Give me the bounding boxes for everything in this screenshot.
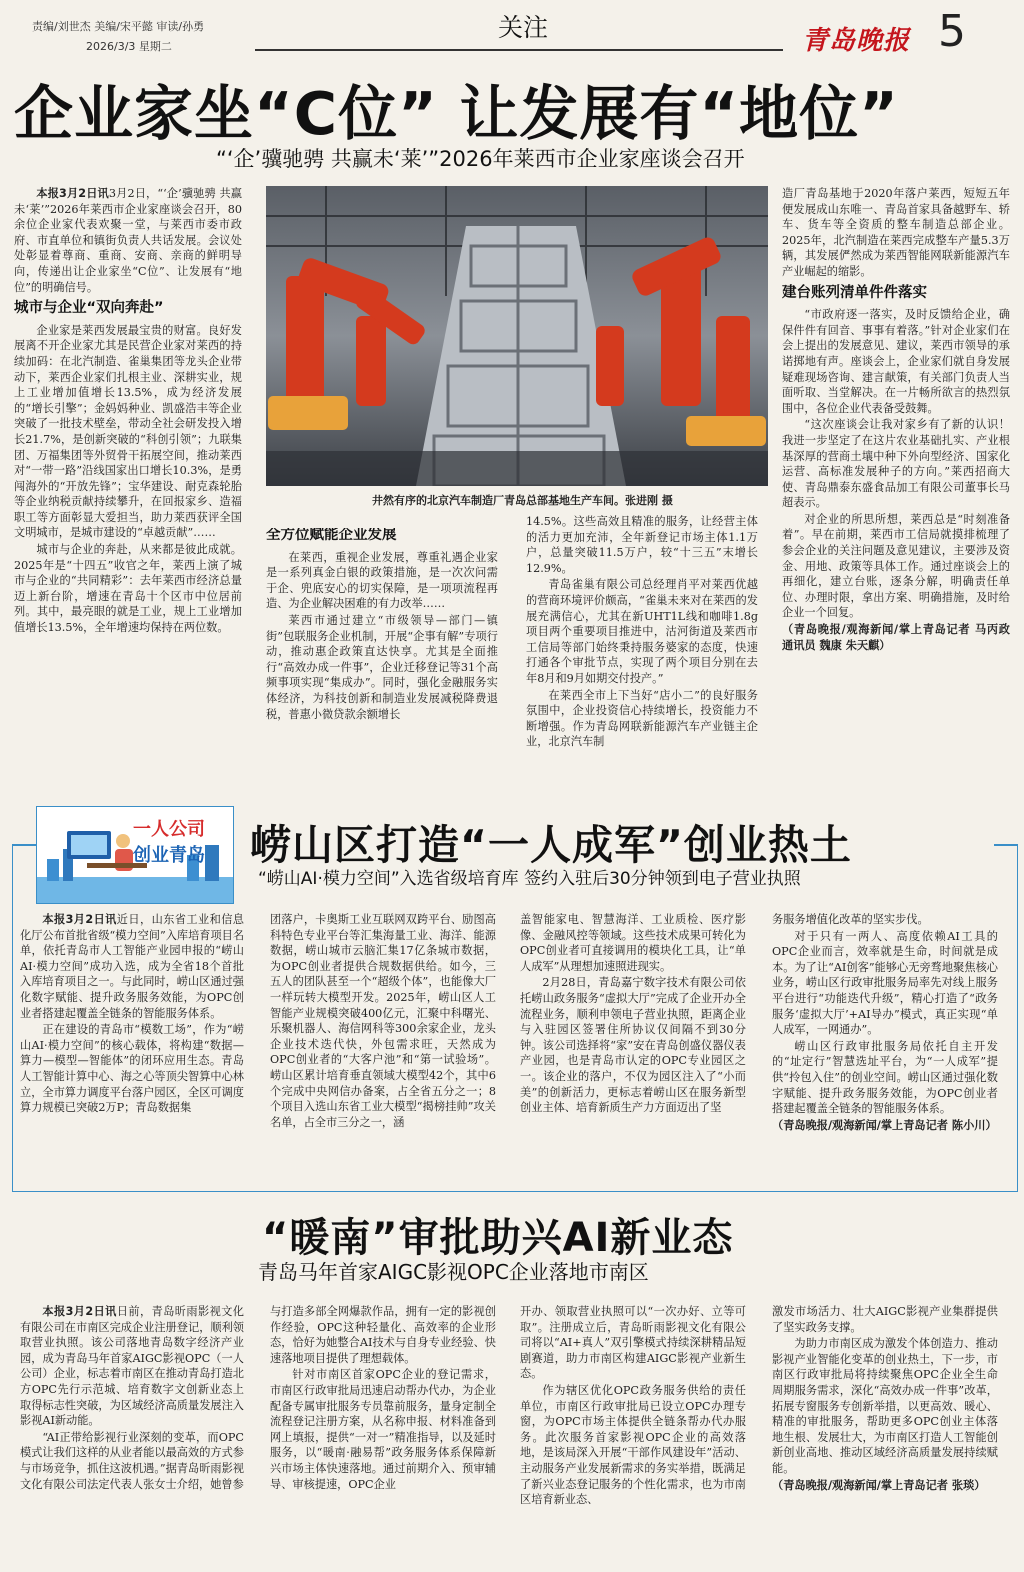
story1-subhead-3: 建台账列清单件件落实 xyxy=(782,284,927,301)
story3-column-2: 与打造多部全网爆款作品，拥有一定的影视创作经验，OPC这种轻量化、高效率的企业形态，恰好为她整合AI技术与自身专业经验、快速落地项目提供了理想载体。 针对市南区首家OPC企业的登记需求，市南区行政审批局迅速启动帮办代办，为企业配备专属审批服务专员靠前服务，量身定制全流程登记注册方案，从名称申报、材料准备到网上填报，提供“一对一”精准指导，以及延时服务，以“暖南·融易帮”政务服务体系保障新兴市场主体快速落地。通过前期介入、预审辅导、审核提速，OPC企业 xyxy=(270,1305,496,1491)
dateline: 本报3月2日讯 xyxy=(42,913,117,926)
story3-headline: “暖南”审批助兴AI新业态 xyxy=(262,1215,734,1261)
story3-column-1: 本报3月2日讯日前，青岛昕雨影视文化有限公司在市南区完成企业注册登记，顺利领取营业执照。该公司落地青岛数字经济产业园，成为青岛马年首家AIGC影视OPC（一人公司）企业，标志着市南区在推动青岛打造北方OPC先行示范城、培育数字文创新业态上取得标志性突破，为区域经济高质量发展注入影视AI新动能。 “AI正带给影视行业深刻的变革，而OPC模式让我们这样的从业者能以最高效的方式参与市场竞争，抓住这波机遇。”据青岛昕雨影视文化有限公司法定代表人张女士介绍，她曾参 xyxy=(20,1305,244,1491)
dateline: 本报3月2日讯 xyxy=(36,187,109,200)
feature-box-top-right xyxy=(994,844,1018,846)
story1-column-4: 造厂青岛基地于2020年落户莱西，短短五年便发展成山东唯一、青岛首家具备越野车、轿车、货车等全资质的整车制造总部企业。2025年，北汽制造在莱西完成整车产量5.3万辆，其发展俨然成为莱西智能网联新能源汽车产业崛起的缩影。 建台账列清单件件落实 “市政府逐一落实，及时反馈给企业，确保件件有回音、事事有着落。”针对企业家们在会上提出的发展意见、建议，莱西市领导的承诺掷地有声。座谈会上，企业家们就自身发展疑难现场咨询、建言献策，有关部门负责人当面听取、当堂解决。在一片畅所欲言的热烈氛围中，各位企业代表备受鼓舞。 “这次座谈会让我对家乡有了新的认识！我进一步坚定了在这片农业基础扎实、产业根基深厚的营商土壤中种下外向型经济、国家化运营、高标准发展种子的方向。”莱西招商大使、青岛鼎泰东盛食品加工有限公司董事长马超表示。 对企业的所思所想，莱西总是“时刻准备着”。早在前期，莱西市工信局就摸排梳理了参会企业的关注问题及意见建议，主要涉及资金、用地、政策等具体工作。通过座谈会上的再细化，建立台账，逐条分解，明确责任单位、办理时限，拿出方案、明确措施，及时给企业一个回复。 （青岛晚报/观海新闻/掌上青岛记者 马丙政 通讯员 魏康 朱天麒） xyxy=(782,187,1010,652)
column-logo-line1: 一人公司 xyxy=(133,819,205,840)
story2-column-3: 盖智能家电、智慧海洋、工业质检、医疗影像、金融风控等领域。这些技术成果可转化为OPC创业者可直接调用的模块化工具，让“单人成军”从理想加速照进现实。 2月28日，青岛嘉宁数字技术有限公司依托崂山政务服务“虚拟大厅”完成了企业开办全流程业务，顺利申领电子营业执照，距离企业与入驻园区签署住所协议仅间隔不到30分钟。该公司选择将“家”安在青岛创盛仪器仪表产业园，也是青岛市认定的OPC专业园区之一。该企业的落户，不仅为园区注入了“小而美”的创新活力，更标志着崂山区在服务新型创业主体、培育新质生产力方面迈出了坚 xyxy=(520,913,746,1115)
story1-column-1: 本报3月2日讯3月2日，“‘企’骥驰骋 共赢未‘莱’”2026年莱西市企业家座谈会召开，80余位企业家代表欢聚一堂，与莱西市委市政府、市直单位和镇街负责人共话发展。会议处处彰显着尊商、重商、安商、亲商的鲜明导向，传递出让企业家坐“C位”、让发展有“地位”的明确信号。 城市与企业“双向奔赴” 企业家是莱西发展最宝贵的财富。良好发展离不开企业家尤其是民营企业家对莱西的持续加码：在北汽制造、雀巢集团等龙头企业带动下，莱西企业家们扎根主业、深耕实业，规上工业增加值增长13.5%，成为经济发展的“增长引擎”；金妈妈种业、凯盛浩丰等企业突破了一批技术壁垒，带动全社会研发投入增长21.7%，是创新突破的“科创引领”；九联集团、万福集团等外贸骨干拓展空间，推动莱西对“一带一路”沿线国家出口增长10.3%，是勇闯海外的“开放先锋”；宝华建设、耐克森轮胎等企业纳税贡献持续攀升，在回报家乡、造福职工等方面彰显大爱担当，助力莱西获评全国文明城市，是城市建设的“卓越贡献”…… 城市与企业的奔赴，从来都是彼此成就。2025年是“十四五”收官之年，莱西上演了城市与企业的“共同精彩”：去年莱西市经济总量迈上新台阶，增速在青岛十个区市中位居前列。其中，最亮眼的就是工业，规上工业增加值增长13.5%，全年增速均保持在两位数。 xyxy=(14,187,242,635)
dateline: 本报3月2日讯 xyxy=(42,1305,117,1318)
story2-headline: 崂山区打造“一人成军”创业热土 xyxy=(250,821,852,869)
story2-column-4: 务服务增值化改革的坚实步伐。 对于只有一两人、高度依赖AI工具的OPC企业而言，效率就是生命，时间就是成本。为了让“AI创客”能够心无旁骛地聚焦核心业务，崂山区行政审批服务局率先对线上服务平台进行“功能迭代升级”，精心打造了“政务服务‘虚拟大厅’+AI导办”模式，真正实现“单人成军，一网通办”。 崂山区行政审批服务局依托自主开发的“址定行”智慧选址平台，为“一人成军”提供“拎包入住”的创业空间。崂山区通过强化数字赋能、提升政务服务效能，为OPC创业者搭建起覆盖全链条的智能服务体系。 （青岛晚报/观海新闻/掌上青岛记者 陈小川） xyxy=(772,913,998,1132)
paper-logo: 青岛晚报 xyxy=(802,26,911,56)
story1-headline: 企业家坐“C位” 让发展有“地位” xyxy=(14,79,899,148)
story3-credit: （青岛晚报/观海新闻/掌上青岛记者 张琰） xyxy=(772,1478,986,1492)
story1-subhead-2: 全方位赋能企业发展 xyxy=(266,528,397,543)
story3-column-3: 开办、领取营业执照可以“一次办好、立等可取”。注册成立后，青岛昕雨影视文化有限公司将以“AI+真人”双引擎模式持续深耕精品短剧赛道，助力市南区构建AIGC影视产业新生态。 作为辖区优化OPC政务服务供给的责任单位，市南区行政审批局已设立OPC办理专窗，为OPC市场主体提供全链条帮办代办服务。此次服务首家影视OPC企业的高效落地，是该局深入开展“干部作风建设年”活动、主动服务产业发展新需求的务实举措，既满足了新兴业态登记服务的个性化需求，也为市南区培育新业态、 xyxy=(520,1305,746,1507)
section-name: 关注 xyxy=(498,13,549,42)
factory-photo-illustration xyxy=(266,186,768,486)
story1-photo xyxy=(266,186,768,486)
photo-caption: 井然有序的北京汽车制造厂青岛总部基地生产车间。张进刚 摄 xyxy=(372,494,673,507)
issue-date: 2026/3/3 星期二 xyxy=(86,40,172,53)
story3-column-4: 激发市场活力、壮大AIGC影视产业集群提供了坚实政务支撑。 为助力市南区成为激发个体创造力、推动影视产业智能化变革的创业热土，下一步，市南区行政审批局将持续聚焦OPC企业全生命周期服务需求，深化“高效办成一件事”改革，拓展专窗服务专创新举措，以更高效、暖心、精准的审批服务，帮助更多OPC创业主体落地生根、发展壮大，为市南区打造人工智能创新创业高地、推动区域经济高质量发展持续赋能。 （青岛晚报/观海新闻/掌上青岛记者 张琰） xyxy=(772,1305,998,1492)
story1-subhead-1: 城市与企业“双向奔赴” xyxy=(14,300,164,317)
story2-column-1: 本报3月2日讯近日，山东省工业和信息化厅公布首批省级“模力空间”入库培育项目名单，依托青岛市人工智能产业园申报的“崂山AI·模力空间”成功入选，成为全省18个首批入库培育项目之一。与此同时，崂山区通过强化数字赋能、提升政务服务效能，为OPC创业者搭建起覆盖全链条的智能服务体系。 正在建设的青岛市“模数工场”，作为“崂山AI·模力空间”的核心载体，将构建“数据—算力—模型—智能体”的闭环应用生态。青岛人工智能计算中心、海之心等顶尖智算中心林立，全市算力调度平台落户园区，全区可调度算力规模已突破2万P；青岛数据集 xyxy=(20,913,244,1115)
story2-column-2: 团落户，卡奥斯工业互联网双跨平台、励图高科特色专业平台等汇集海量工业、海洋、能源数据，崂山城市云脑汇集17亿条城市数据，为OPC创业者提供合规数据供给。如今，三五人的团队甚至一个“超级个体”，也能像大厂一样玩转大模型开发。2025年，崂山区人工智能产业规模突破400亿元，汇聚中科曙光、乐聚机器人、海信网科等300余家企业，龙头企业技术迭代快，外包需求旺，天然成为OPC创业者的“大客户池”和“第一试验场”。崂山区累计培育垂直领域大模型42个，其中6个完成中央网信办备案，占全省五分之一；8个项目入选山东省工业大模型“揭榜挂帅”攻关名单，占全市三分之一，涵 xyxy=(270,913,496,1129)
story2-credit: （青岛晚报/观海新闻/掌上青岛记者 陈小川） xyxy=(772,1118,997,1132)
editor-credits: 责编/刘世杰 美编/宋平懿 审读/孙勇 xyxy=(32,20,205,33)
column-logo xyxy=(36,806,234,904)
story1-credit: （青岛晚报/观海新闻/掌上青岛记者 马丙政 通讯员 魏康 朱天麒） xyxy=(782,623,1010,652)
page-number: 5 xyxy=(938,6,966,57)
story2-deck: “崂山AI·模力空间”入选省级培育库 签约入驻后30分钟领到电子营业执照 xyxy=(258,869,801,889)
column-logo-line2: 创业青岛 xyxy=(133,845,205,866)
story1-column-3: 14.5%。这些高效且精准的服务，让经营主体的活力更加充沛，全年新登记市场主体1.1万户，总量突破11.5万户，较“十三五”末增长12.9%。 青岛雀巢有限公司总经理肖平对莱西优越的营商环境评价颇高，“雀巢未来对在莱西的发展充满信心，尤其在新UHT1L线和咖啡1.8g项目两个重要项目推进中，沽河街道及莱西市工信局等部门始终秉持服务婆家的态度，快速打通各个审批节点，实现了两个项目分别在去年8月和9月如期交付投产。” 在莱西全市上下当好“店小二”的良好服务氛围中，企业投资信心持续增长，投资能力不断增强。作为青岛网联新能源汽车产业链主企业，北京汽车制 xyxy=(526,515,758,749)
feature-box-top-left xyxy=(12,844,36,846)
story1-deck: “‘企’骥驰骋 共赢未‘莱’”2026年莱西市企业家座谈会召开 xyxy=(216,147,745,171)
header-rule xyxy=(255,49,783,51)
story1-column-2: 全方位赋能企业发展 在莱西，重视企业发展，尊重礼遇企业家是一系列真金白银的政策措施，是一次次问需于企、兜底安心的切实保障，是一项项流程再造、为企业解决困难的有力改举…… 莱西市通过建立“市级领导—部门—镇街”包联服务企业机制，开展“企事有解”专项行动，推动惠企政策直达快享。尤其是全面推行“高效办成一件事”，企业迁移登记等31个高频事项实现“集成办”。同时，强化金融服务实体经济，为科技创新和制造业发展减税降费退税，普惠小微贷款余额增长 xyxy=(266,528,498,721)
story3-deck: 青岛马年首家AIGC影视OPC企业落地市南区 xyxy=(258,1260,649,1284)
